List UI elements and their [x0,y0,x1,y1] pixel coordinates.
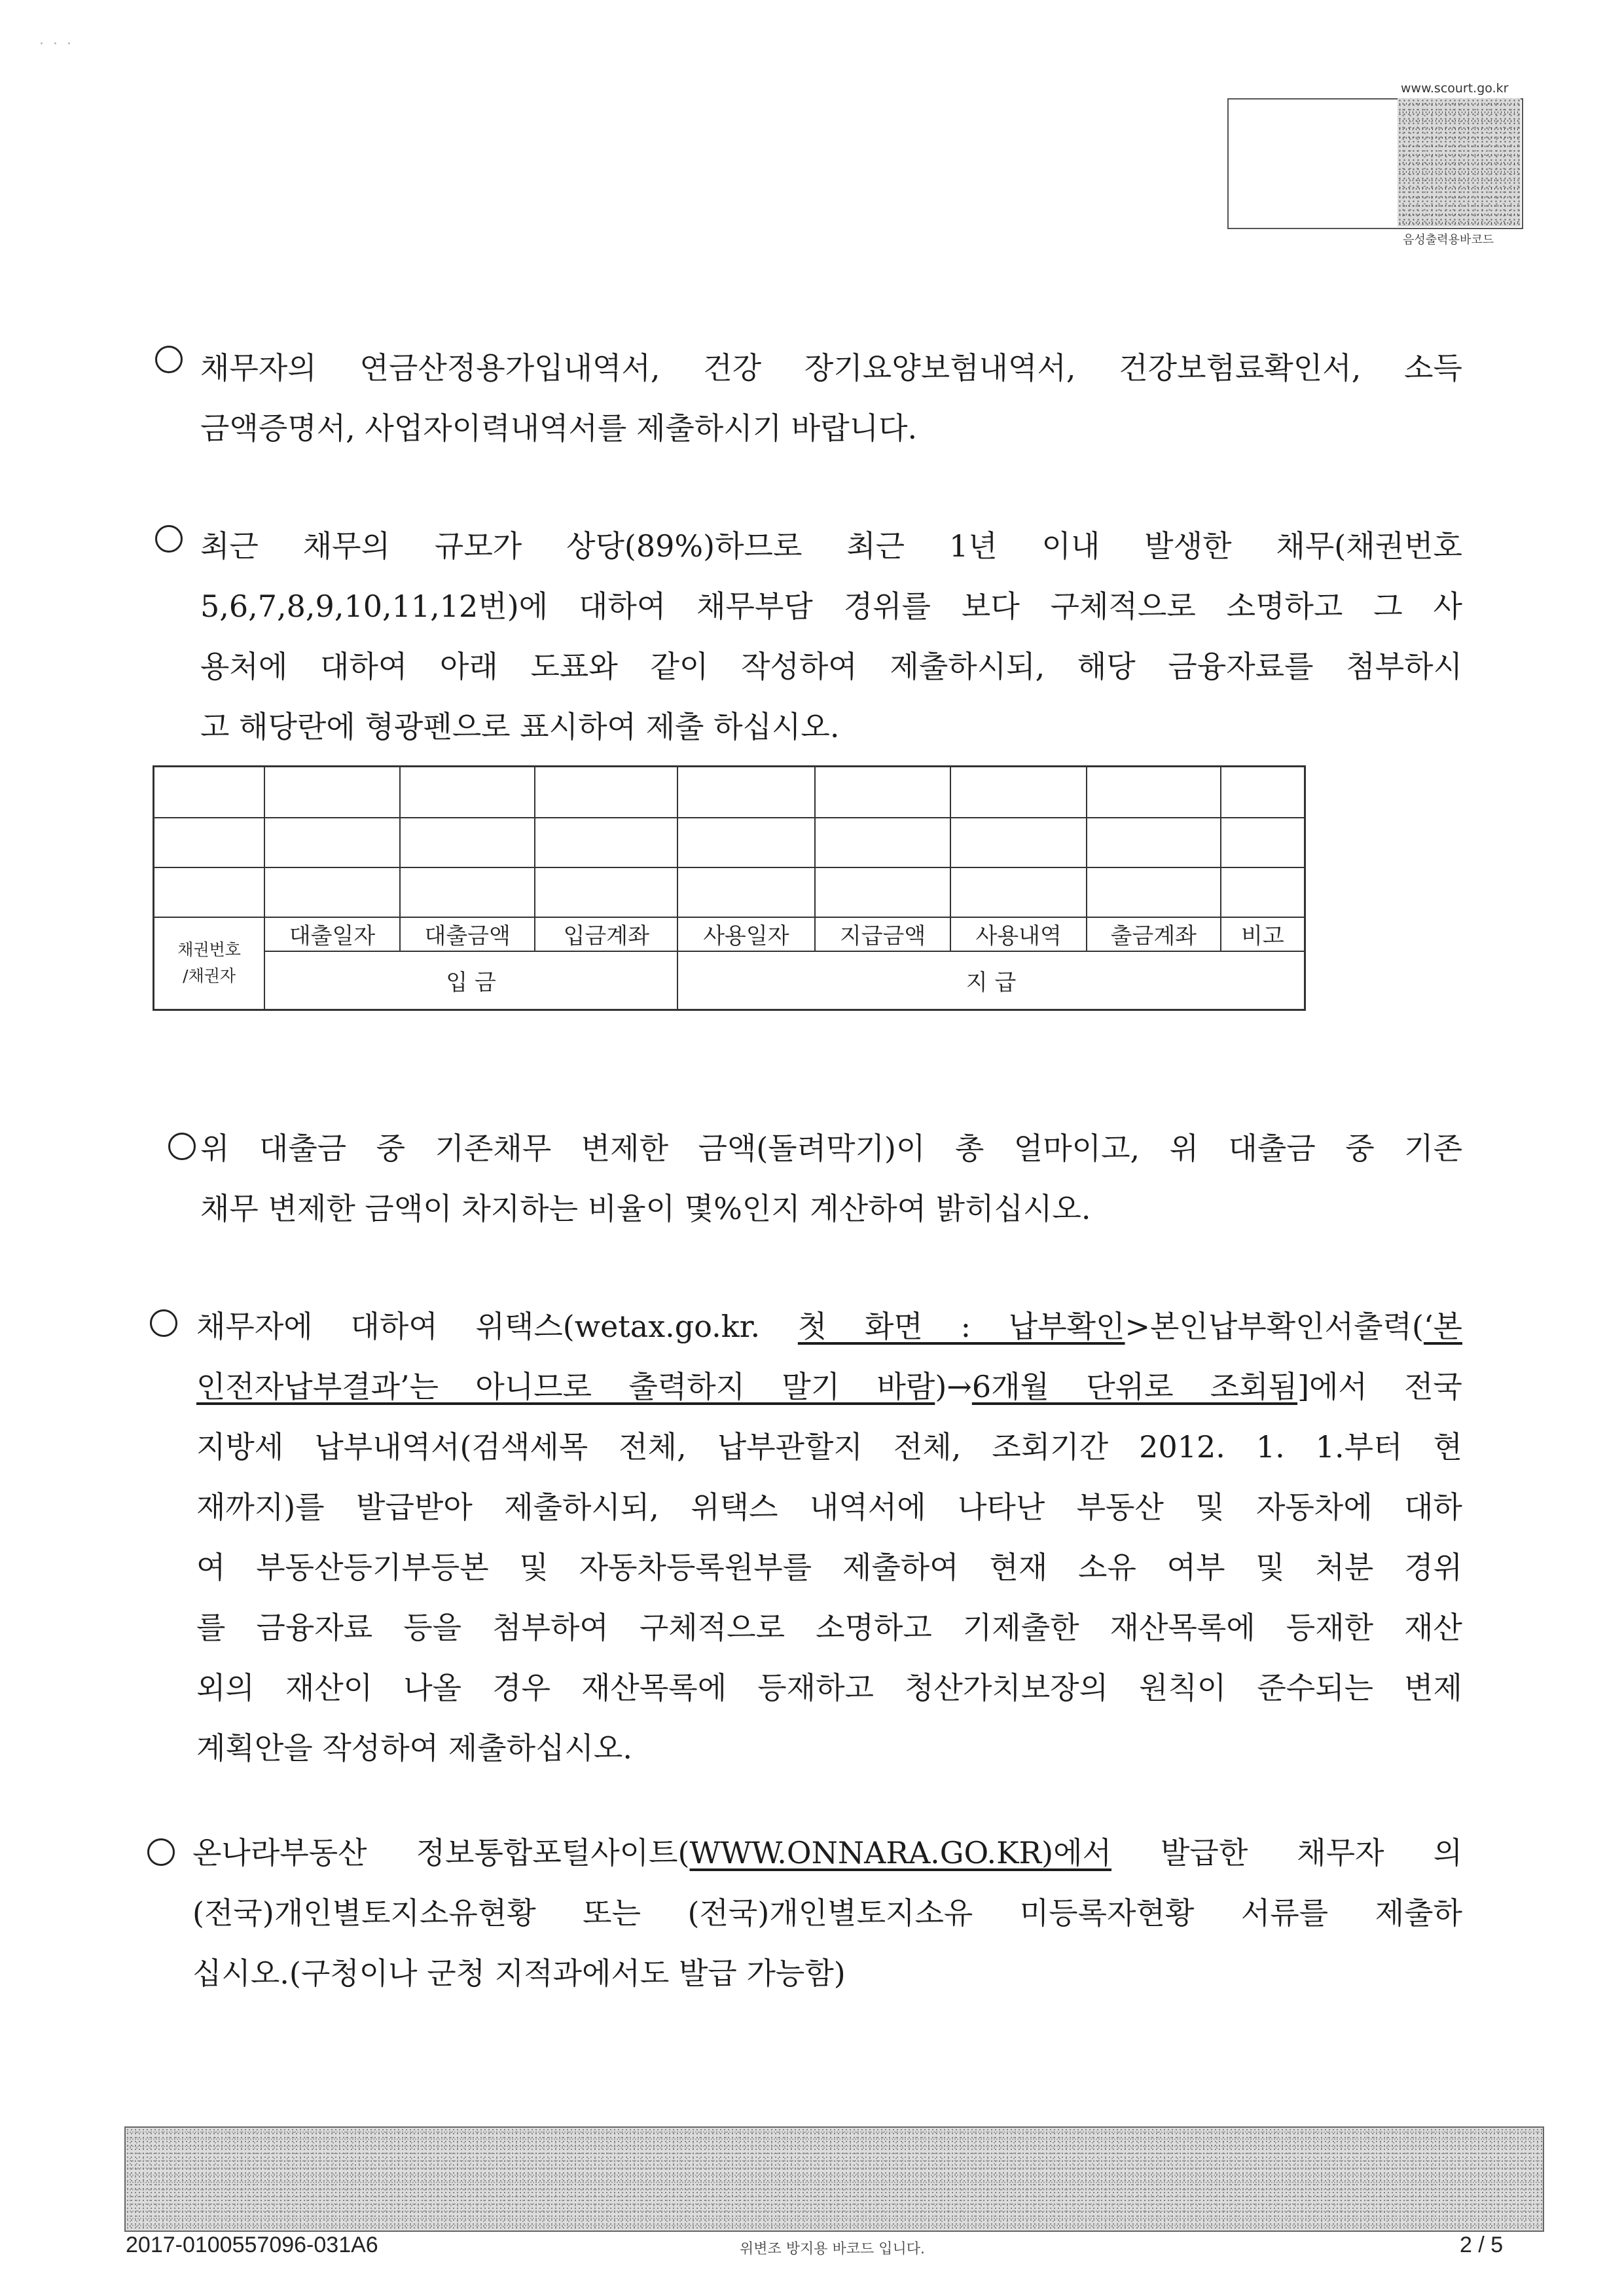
table-cell-empty[interactable] [1087,767,1221,818]
paragraph-line [192,1823,1462,1883]
paragraph-line: (전국)개인별토지소유현황 또는 (전국)개인별토지소유 미등록자현황 서류를 제출하 [192,1895,1462,1931]
table-cell-empty[interactable] [264,818,400,867]
table-cell-empty[interactable] [1221,867,1305,917]
paragraph-2 [200,516,1462,757]
anti-forgery-note: 위변조 방지용 바코드 입니다. [740,2241,925,2257]
fund-usage-table [153,765,1306,1011]
column-header: 출금계좌 [1087,917,1221,951]
table-cell-empty[interactable] [400,867,535,917]
paragraph-line: 를 금융자료 등을 첨부하여 구체적으로 소명하고 기제출한 재산목록에 등재한 재산 [196,1610,1462,1645]
text-run: 온나라부동산 정보통합포털사이트( [192,1835,690,1870]
text-run: )→ [935,1369,972,1404]
voice-barcode-caption: 음성출력용바코드 [1403,233,1494,247]
bullet-circle [168,1133,196,1160]
paragraph-line: 5,6,7,8,9,10,11,12번)에 대하여 채무부담 경위를 보다 구체적으로 소명하고 그 사 [200,589,1462,624]
column-header: 사용내역 [950,917,1087,951]
page-number: 2 / 5 [1460,2232,1504,2257]
anti-forgery-barcode [124,2126,1544,2232]
text-run: >본인납부확인서출력( [1125,1309,1424,1344]
paragraph-line: 재까지)를 발급받아 제출하시되, 위택스 내역서에 나타난 부동산 및 자동차에 대하 [196,1489,1462,1525]
text-run: 채무자에 대하여 위택스(wetax.go.kr. [196,1309,798,1344]
paragraph-line: 지방세 납부내역서(검색세목 전체, 납부관할지 전체, 조회기간 2012. 1. 1.부터 현 [196,1429,1462,1465]
table-cell-empty[interactable] [677,818,815,867]
court-site-url: www.scourt.go.kr [1401,81,1509,96]
paragraph-line: 최근 채무의 규모가 상당(89%)하므로 최근 1년 이내 발생한 채무(채권번호 [200,528,1462,564]
paragraph-line: 위 대출금 중 기존채무 변제한 금액(돌려막기)이 총 얼마이고, 위 대출금 중 기존 [200,1131,1462,1166]
text-run: ]에서 전국 [1297,1369,1462,1404]
bullet-circle [155,525,183,553]
column-header: 입금계좌 [535,917,677,951]
paragraph-line [196,1296,1462,1357]
row-header-line2: /채권자 [183,966,236,986]
text-run: 발급한 채무자 의 [1111,1835,1463,1870]
table-cell-empty[interactable] [815,818,951,867]
table-cell-empty[interactable] [1221,767,1305,818]
table-cell-empty[interactable] [1087,818,1221,867]
group-header-payment: 지 급 [677,951,1305,1010]
table-cell-empty[interactable] [535,767,677,818]
paragraph-line: 채무 변제한 금액이 차지하는 비율이 몇%인지 계산하여 밝히십시오. [200,1191,1091,1226]
table-cell-empty[interactable] [154,867,265,917]
table-cell-empty[interactable] [1087,867,1221,917]
table-cell-empty[interactable] [950,767,1087,818]
table-cell-empty[interactable] [154,767,265,818]
bullet-circle [150,1309,177,1337]
paragraph-line: 용처에 대하여 아래 도표와 같이 작성하여 제출하시되, 해당 금융자료를 첨부하시 [200,649,1462,684]
group-header-deposit: 입 금 [264,951,677,1010]
column-header: 대출금액 [400,917,535,951]
paragraph-5 [192,1823,1462,2003]
bullet-circle [155,346,183,373]
paragraph-line: 고 해당란에 형광펜으로 표시하여 제출 하십시오. [200,709,840,744]
table-cell-empty[interactable] [400,767,535,818]
paragraph-line: 십시오.(구청이나 군청 지적과에서도 발급 가능함) [192,1956,846,1991]
row-header-creditor [154,917,265,1010]
paragraph-line: 계획안을 작성하여 제출하십시오. [196,1730,632,1766]
text-run-underlined: 첫 화면 : 납부확인 [797,1309,1125,1344]
scan-marks: · · · [39,36,71,52]
text-run-underlined: 6개월 단위로 조회됨 [971,1369,1298,1404]
bullet-circle [147,1838,175,1866]
column-header: 비고 [1221,917,1305,951]
row-header-line1: 채권번호 [177,940,241,960]
table-cell-empty[interactable] [1221,818,1305,867]
column-header: 지급금액 [815,917,951,951]
column-header: 사용일자 [677,917,815,951]
table-cell-empty[interactable] [154,818,265,867]
table-cell-empty[interactable] [677,867,815,917]
text-run-underlined: ‘본 [1423,1309,1462,1344]
table-cell-empty[interactable] [264,867,400,917]
paragraph-line: 외의 재산이 나올 경우 재산목록에 등재하고 청산가치보장의 원칙이 준수되는 변제 [196,1670,1462,1705]
table-cell-empty[interactable] [535,867,677,917]
table-cell-empty[interactable] [264,767,400,818]
table-cell-empty[interactable] [950,867,1087,917]
table-cell-empty[interactable] [815,867,951,917]
paragraph-1 [200,338,1462,458]
onnara-link: WWW.ONNARA.GO.KR)에서 [689,1835,1112,1870]
paragraph-line: 여 부동산등기부등본 및 자동차등록원부를 제출하여 현재 소유 여부 및 처분 경위 [196,1550,1462,1585]
paragraph-line: 채무자의 연금산정용가입내역서, 건강 장기요양보험내역서, 건강보험료확인서, 소득 [200,350,1462,386]
text-run-underlined: 인전자납부결과’는 아니므로 출력하지 말기 바람 [196,1369,935,1404]
paragraph-line [196,1357,1462,1417]
table-cell-empty[interactable] [400,818,535,867]
column-header: 대출일자 [264,917,400,951]
voice-barcode [1398,98,1521,227]
table-cell-empty[interactable] [677,767,815,818]
table-cell-empty[interactable] [815,767,951,818]
paragraph-4 [196,1296,1462,1778]
table-cell-empty[interactable] [535,818,677,867]
paragraph-line: 금액증명서, 사업자이력내역서를 제출하시기 바랍니다. [200,410,918,446]
paragraph-3 [200,1118,1462,1239]
table-cell-empty[interactable] [950,818,1087,867]
document-code: 2017-0100557096-031A6 [126,2232,378,2257]
